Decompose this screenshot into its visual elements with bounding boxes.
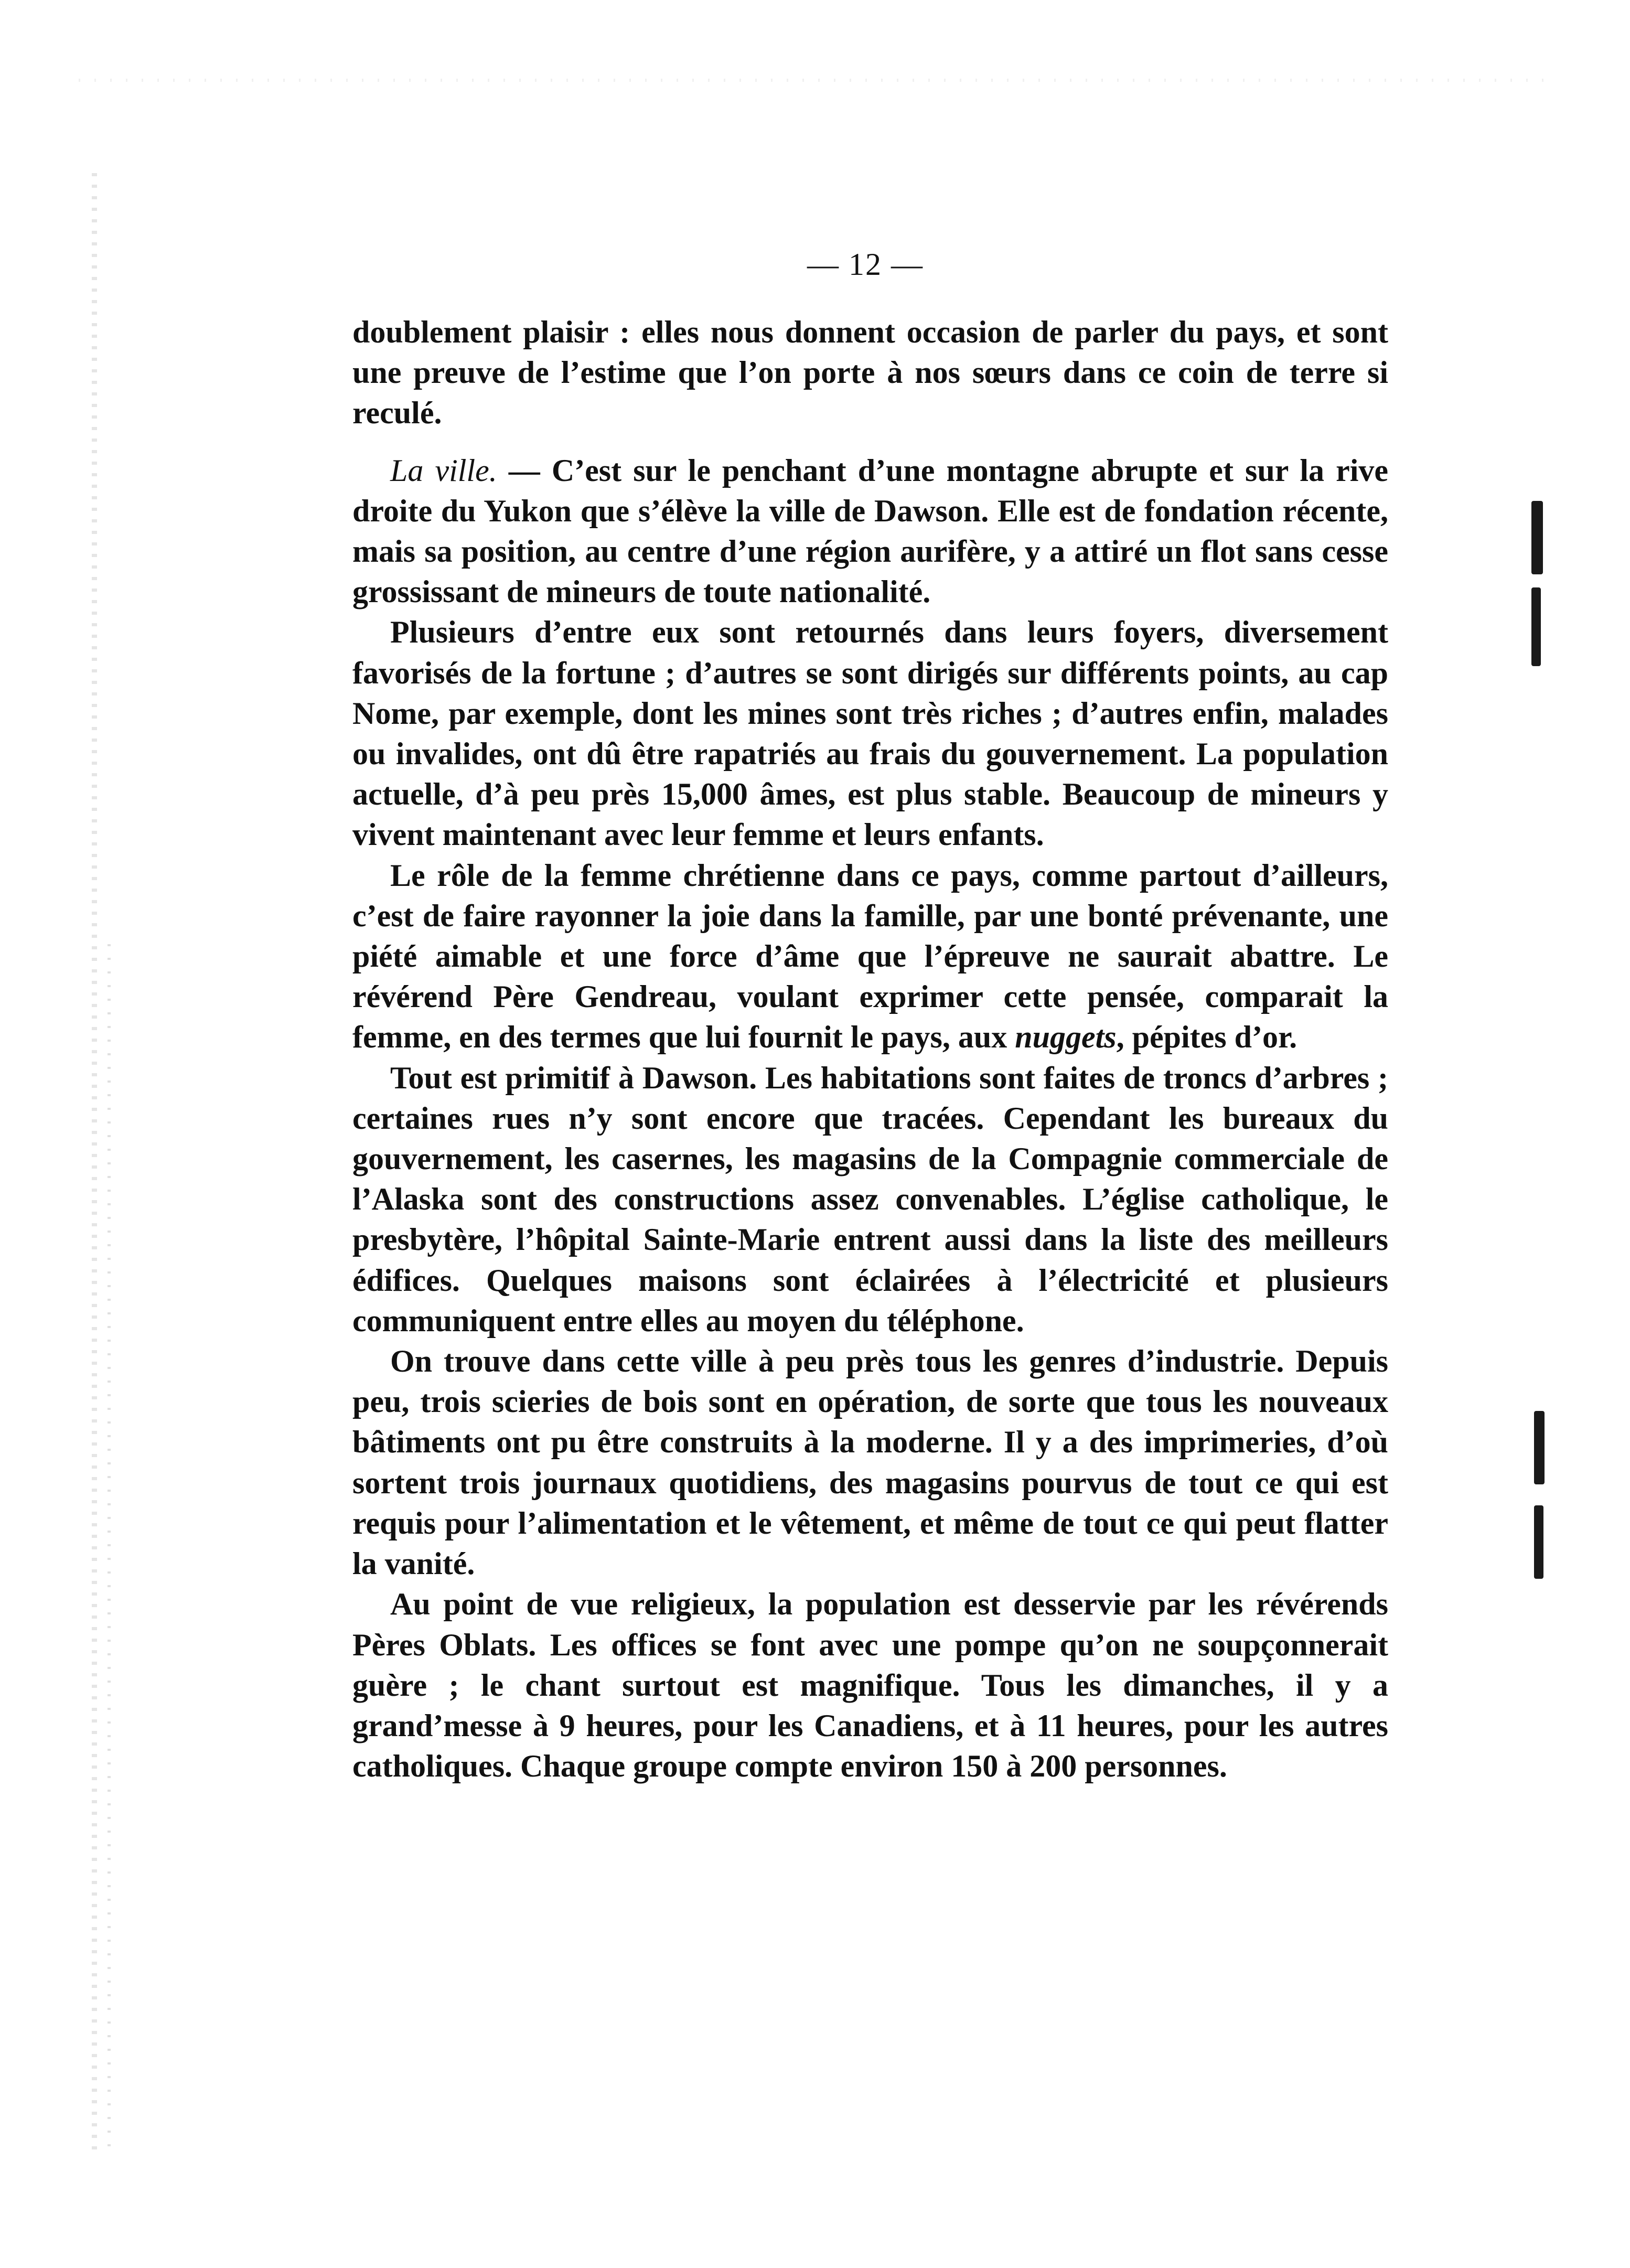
paragraph-la-ville [352, 451, 1388, 613]
paragraph-text: , pépites d’or. [1116, 1020, 1297, 1055]
margin-mark [1531, 587, 1541, 666]
paragraph-primitif: Tout est primitif à Dawson. Les habitations sont faites de troncs d’arbres ; certaines rues n’y sont encore que tracées. Cependant les bureaux du gouvernement, les casernes, les magasins de la Compagnie commerciale de l’Alaska sont des constructions assez convenables. L’église catholique, le presbytère, l’hôpital Sainte-Marie entrent aussi dans la liste des meilleurs édifices. Quelques maisons sont éclairées à l’électricité et plusieurs communiquent entre elles au moyen du téléphone. [352, 1060, 1388, 1338]
body-text [352, 312, 1388, 1786]
scan-artifact-left-edge [92, 173, 97, 2156]
margin-mark [1534, 1505, 1543, 1579]
margin-mark [1534, 1411, 1545, 1484]
scan-artifact-left-edge-secondary [108, 944, 111, 2151]
paragraph-role-femme [352, 855, 1388, 1058]
paragraph-continuation: doublement plaisir : elles nous donnent occasion de parler du pays, et sont une preuve de l’estime que l’on porte à nos sœurs dans ce coin de terre si reculé. [352, 315, 1388, 431]
paragraph-text: — C’est sur le penchant d’une montagne abrupte et sur la rive droite du Yukon que s’élève la ville de Dawson. Elle est de fondation récente, mais sa position, au centre d’une région aurifère, y a attiré un flot sans cesse grossissant de mineurs de toute nationalité. [352, 453, 1389, 609]
paragraph-industrie: On trouve dans cette ville à peu près tous les genres d’industrie. Depuis peu, trois scieries de bois sont en opération, de sorte que tous les nouveaux bâtiments ont pu être construits à la moderne. Il y a des imprimeries, d’où sortent trois journaux quotidiens, des magasins pourvus de tout ce qui est requis pour l’alimentation et le vêtement, et même de tout ce qui peut flatter la vanité. [352, 1344, 1388, 1581]
paragraph-population: Plusieurs d’entre eux sont retournés dans leurs foyers, diversement favorisés de la fortune ; d’autres se sont dirigés sur différents points, au cap Nome, par exemple, dont les mines sont très riches ; d’autres enfin, malades ou invalides, ont dû être rapatriés au frais du gouvernement. La population actuelle, d’à peu près 15,000 âmes, est plus stable. Beaucoup de mineurs y vivent maintenant avec leur femme et leurs enfants. [352, 615, 1388, 852]
scan-artifact-top [79, 79, 1547, 82]
paragraph-lead-title: La ville. [390, 453, 497, 488]
margin-mark [1531, 501, 1543, 574]
page-number: — 12 — [807, 247, 924, 282]
paragraph-italic-term: nuggets [1015, 1020, 1117, 1055]
paragraph-religieux: Au point de vue religieux, la population est desservie par les révérends Pères Oblats. Les offices se font avec une pompe qu’on ne soupçonnerait guère ; le chant surtout est magnifique. Tous les dimanches, il y a grand’messe à 9 heures, pour les Canadiens, et à 11 heures, pour les autres catholiques. Chaque groupe compte environ 150 à 200 personnes. [352, 1587, 1388, 1784]
paragraph-text: Le rôle de la femme chrétienne dans ce pays, comme partout d’ailleurs, c’est de faire rayonner la joie dans la famille, par une bonté prévenante, une piété aimable et une force d’âme que l’épreuve ne saurait abattre. Le révérend Père Gendreau, voulant exprimer cette pensée, comparait la femme, en des termes que lui fournit le pays, aux [352, 858, 1388, 1055]
